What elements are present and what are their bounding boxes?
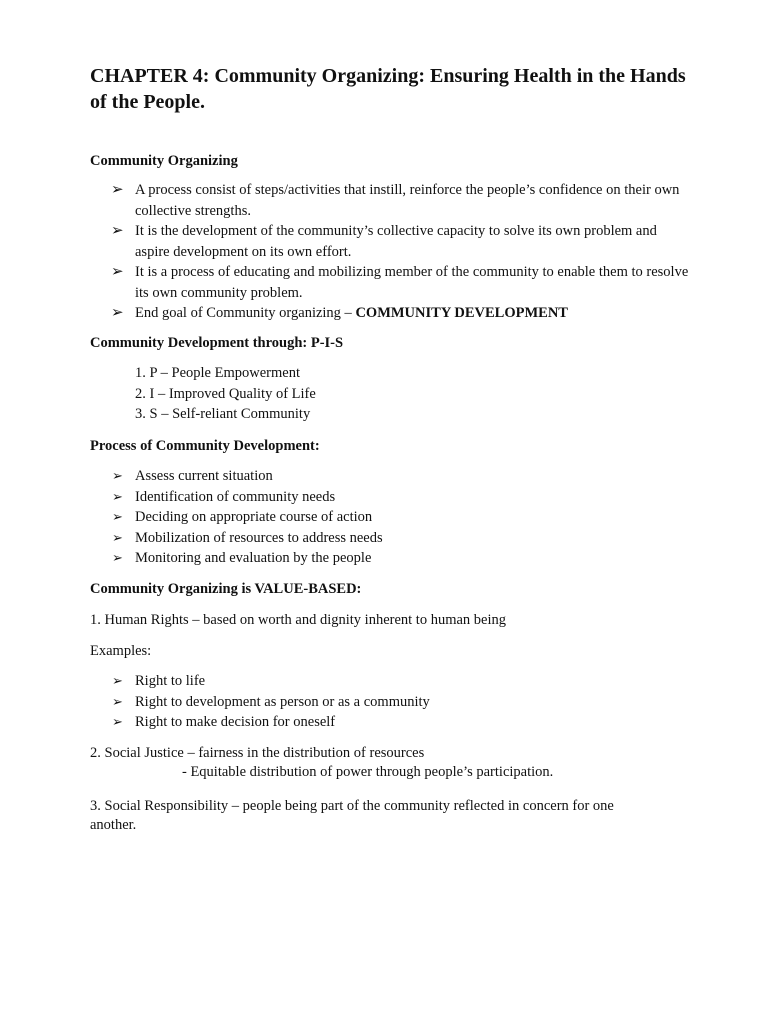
- section-heading-pis: Community Development through: P-I-S: [90, 335, 344, 351]
- pis-item: 3. S – Self-reliant Community: [135, 406, 311, 422]
- list-item: [90, 528, 690, 549]
- list-item: [90, 221, 690, 262]
- arrow-bullet-icon: ➢: [112, 550, 123, 565]
- list-item: [90, 262, 690, 303]
- list-item: [90, 466, 690, 487]
- list-item-text: It is a process of educating and mobilizing member of the community to enable them to resolve its own community problem.: [135, 264, 689, 301]
- chapter-title: CHAPTER 4: Community Organizing: Ensuring Health in the Hands of the People.: [90, 65, 686, 113]
- arrow-bullet-icon: ➢: [111, 223, 124, 239]
- section-heading-community-organizing: Community Organizing: [90, 153, 238, 169]
- arrow-bullet-icon: ➢: [112, 468, 123, 483]
- list-item: [90, 712, 690, 733]
- section-heading-process: Process of Community Development:: [90, 438, 320, 454]
- social-justice-subtext: - Equitable distribution of power through people’s participation.: [182, 764, 554, 780]
- list-item: [90, 507, 690, 528]
- social-responsibility-text: 3. Social Responsibility – people being part of the community reflected in concern for one another.: [90, 798, 614, 833]
- arrow-bullet-icon: ➢: [112, 673, 123, 688]
- list-item-text: Mobilization of resources to address needs: [135, 529, 383, 546]
- list-item-text: Right to development as person or as a community: [135, 693, 430, 710]
- list-item-text: Assess current situation: [135, 468, 273, 484]
- goal-emphasis: COMMUNITY DEVELOPMENT: [355, 305, 568, 321]
- social-justice-text: 2. Social Justice – fairness in the distribution of resources: [90, 745, 425, 761]
- list-item-text: Identification of community needs: [135, 488, 336, 505]
- arrow-bullet-icon: ➢: [112, 529, 123, 545]
- examples-list: [90, 671, 690, 733]
- list-item-text: Deciding on appropriate course of action: [135, 509, 373, 525]
- pis-item: 2. I – Improved Quality of Life: [135, 385, 316, 402]
- list-item: [90, 671, 690, 692]
- pis-item: 1. P – People Empowerment: [135, 365, 300, 381]
- arrow-bullet-icon: ➢: [111, 264, 124, 280]
- list-item: [90, 303, 690, 324]
- arrow-bullet-icon: ➢: [111, 182, 124, 198]
- arrow-bullet-icon: ➢: [111, 305, 124, 321]
- process-list: [90, 466, 690, 569]
- arrow-bullet-icon: ➢: [112, 714, 123, 729]
- list-item: [90, 692, 690, 713]
- goal-prefix: End goal of Community organizing –: [135, 305, 356, 321]
- list-item: [90, 548, 690, 569]
- list-item: [90, 180, 690, 221]
- section-heading-values: Community Organizing is VALUE-BASED:: [90, 581, 362, 597]
- arrow-bullet-icon: ➢: [112, 509, 123, 524]
- community-organizing-list: [90, 180, 690, 324]
- list-item-text: Right to life: [135, 673, 206, 689]
- human-rights-text: 1. Human Rights – based on worth and dignity inherent to human being: [90, 612, 507, 628]
- list-item-text: Right to make decision for oneself: [135, 714, 336, 730]
- list-item-text: It is the development of the community’s collective capacity to solve its own problem and aspire development on its own effort.: [135, 223, 657, 260]
- list-item: [90, 487, 690, 508]
- arrow-bullet-icon: ➢: [112, 488, 123, 504]
- pis-list: [90, 363, 690, 425]
- examples-label: Examples:: [90, 643, 152, 659]
- list-item-text: A process consist of steps/activities that instill, reinforce the people’s confidence on their own collective strengths.: [135, 182, 680, 219]
- list-item-text: Monitoring and evaluation by the people: [135, 550, 372, 566]
- arrow-bullet-icon: ➢: [112, 693, 123, 709]
